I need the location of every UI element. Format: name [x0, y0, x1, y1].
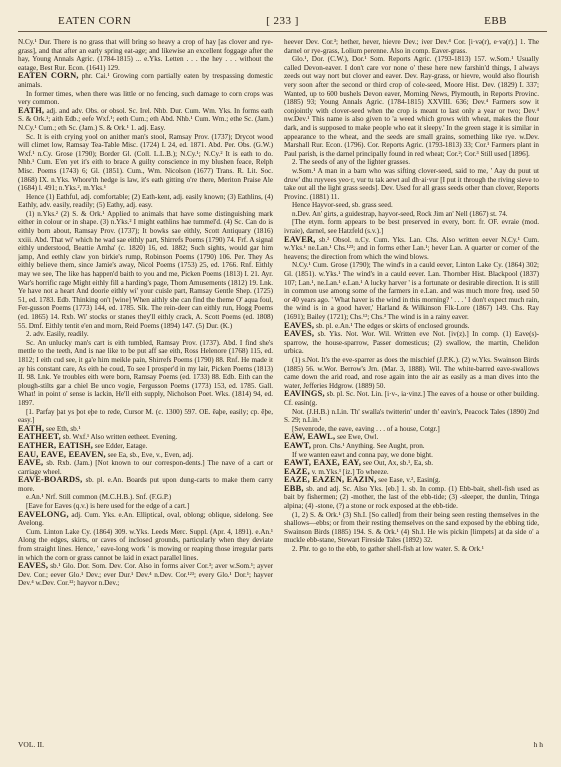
left-column — [18, 38, 273, 738]
headword: EAZE, EAZEN, EAZIN, — [284, 475, 377, 485]
entry-text — [284, 167, 539, 201]
headword: EAVE-BOARDS, — [18, 475, 83, 485]
dictionary-entry — [284, 459, 539, 468]
page-number: [ 233 ] — [266, 15, 299, 27]
entry-body: N.Cy.¹ Cum. Grose (1790); The wind's in a cauld eever, Linton Lake Cy. (1864) 302; Gl. (1851). w.Yks.¹ The wind's in a cauld eever. Lan. Thornber Hist. Blackpool (1837) 107; Lan.¹, ne.Lan.¹ e.Lan.¹ A lucky harver ' is a fortunate or desirable direction. It is still in common use among some of the farmers in e.Lan. and was much more freq. used 50 or 40 years ago. ' What haver is the wind in this morning? ' . . . ' I don't expect much rain, the wind is in a good haver,' Harland & Wilkinson Flk-Lore (1867) 149. Chs. Ray (1691); Bailey (1721); Chs.¹²; Chs.³ The wind is in a rainy eaver. — [284, 261, 539, 321]
entry-body: sb. Rxb. (Jam.) [Not known to our correspon-dents.] The nave of a cart or carriage wheel. — [18, 459, 273, 476]
entry-text — [284, 261, 539, 321]
dictionary-entry — [284, 390, 539, 407]
entry-body: see Edder, Eatage. — [94, 441, 148, 450]
entry-body: sb. Yks. Not. Wor. Wil. Written eve Not. [iv(z).] In comp. (1) Eave(s)-sparrow, the house-sparrow, Passer domesticus; (2) swallow, the martin, Chelidon urbica. — [284, 330, 539, 356]
entry-text — [18, 339, 273, 408]
dictionary-entry — [284, 485, 539, 511]
right-column — [284, 38, 539, 738]
dictionary-entry — [18, 511, 273, 528]
entry-body: [Eave for Eaves (q.v.) is here used for the edge of a cart.] — [26, 502, 190, 511]
entry-body: Sc. An unlucky man's cart is eith tumbled, Ramsay Prov. (1737). Abd. I find she's mettle to the teeth, And is nae like to be put aff sae eith, Ross Helenore (1768) 115, ed. 1812; I eith cud see, it ga'e him meikle pain, Shirrefs Poems (1790) 88. Rnf. He made it ay his constant care, As eith he coud, To see I prosper'd in my lair, Picken Poems (1813) II. 98. Lnk. Ye troubles eith were born, Ramsay Poems (ed. 1733) 88. Edb. Eith can the plough-stilts gar a chiel Be unco vogie, Fergusson Poems (1773) 153, ed. 1785. Gall. What! in point o' sense is lackin, He'll eith supply, Nicholson Poet. Wks. (1814) 94, ed. 1897. — [18, 338, 273, 407]
entry-text — [284, 201, 539, 210]
dictionary-entry — [284, 433, 539, 442]
entry-body: heever Dev. Cor.³; hether, hever, hievre Dev.; iver Dev.⁴ Cor. [i·və(r), e·və(r).] 1. The darnel or rye-grass, Lolium perenne. Also in comp. Eaver-grass. — [284, 38, 539, 55]
entry-body: see Ewe, Owl. — [337, 433, 379, 442]
entry-text — [284, 218, 539, 235]
headword: EBB, — [284, 483, 304, 493]
page-footer — [18, 740, 547, 752]
headword: EAVES, — [284, 329, 315, 339]
entry-text — [18, 408, 273, 425]
entry-body: Hence Hayvor-seed, sb. grass seed. — [292, 201, 393, 210]
headword: EAWT, EAXE, EAY, — [284, 458, 362, 468]
headword: EAVE, — [18, 458, 44, 468]
volume-label: VOL. II. — [18, 740, 45, 749]
headword: EATHER, EATISH, — [18, 440, 94, 450]
entry-text — [284, 545, 539, 554]
dictionary-entry — [18, 107, 273, 133]
entry-body: see Out, Ax, sb.¹, Ea, sb. — [362, 459, 434, 468]
dictionary-entry — [18, 72, 273, 89]
entry-body: sb. pl. e.An.¹ The edges or skirts of enclosed grounds. — [315, 321, 470, 330]
headword: EAVELONG, — [18, 509, 69, 519]
entry-body: Cum. Linton Lake Cy. (1864) 309. w.Yks. Leeds Merc. Suppl. (Apr. 4, 1891). e.An.¹ Along the edges, skirts, or caves of inclosed grounds, particularly when they deviate from straight lines. Hence, ' eave-long work ' is mowing or reaping those irregular parts in which the corn or grass cannot be laid in exact parallel lines. — [18, 527, 273, 562]
signature-mark: h h — [533, 740, 543, 749]
entry-body: sb. Wxf.¹ Also written eetheet. Evening. — [62, 433, 178, 442]
header-right: EBB — [484, 15, 507, 27]
entry-text — [284, 511, 539, 545]
entry-body: (1) n.Yks.² (2) S. & Ork.¹ Applied to animals that have some distinguishing mark either in colour or in shape. (3) n.Yks.² I might eathlins hae tummel'd. (4) Sc. Can do is eithly born about, Ramsay Prov. (1737); It bowks sae eithly, Scott Antiquary (1816) xxiii. Abd. That wi' which he wad sae eithly part, Shirrefs Poems (1790) 74. Frf. A signal eithly understood, Beattie Arnha' (c. 1820) 16, ed. 1882; Such sights, would gar him jamp, And eethly claw yon birkie's rump, Robinson Poems (1790) 106. Per. They As eithly believe them, since Jamie's away, Nicol Poems (1753) 25, ed. 1766. Rnf. Eithly may we see, The like has happen'd baith to you and me, Picken Poems (1813) I. 21. Ayr. War's horrific rage Might eithly fill a harding's page, Thom Amusements (1812) 19. Lnk. Ye have not a heart And doorie eithly wi' your cuisle part, Ramsay Gentle Shep. (1725) 51, ed. 1783. Edb. Thinking on't [wine] When aithly she can find the theme O' aqua foul, Fer-gusson Poems (1773) 144, ed. 1785. Slk. The rein-deer can eithly run, Hogg Poems (ed. 1865) 14. Rxb. Wi' stocks or stanes they'll eithly crack, A. Scott Poems (ed. 1808) 55. Dmf. Eithly tentit e'en and morn, Reid Poems (1894) 147. (5) Dur. (K.) — [18, 209, 273, 330]
dictionary-entry — [18, 459, 273, 476]
entry-body: phr. Cai.¹ Growing corn partially eaten by trespassing domestic animals. — [18, 72, 273, 89]
headword: EAZE, — [284, 466, 310, 476]
entry-body: N.Cy.¹ Dur. There is no grass that will bring so heavy a crop of hay [as clover and rye-grass], and that after an early spring eat-age; and likewise an excellent foggage after the hay, Young Annals Agric. (1784-1815) ... e.Yks. Letten . . . the hey . . . without the eatage, Best Rur. Econ. (1641) 129. — [18, 38, 273, 72]
entry-body: sb. pl. Sc. Not. Lin. [i·v-, ia·vinz.] The eaves of a house or other building. Cf. easin(g. — [284, 390, 539, 407]
headword: EAU, EAVE, EEAVEN, — [18, 449, 106, 459]
dictionary-entry — [284, 476, 539, 485]
headword: EAVES, — [284, 320, 315, 330]
headword: EAVINGS, — [284, 389, 325, 399]
entry-body: see Ea, sb., Eve, v., Even, adj. — [107, 450, 194, 459]
entry-body: [The etym. form appears to be best preserved in every, borr. fr. OF. evraie (mod. ivraie), darnel, see Hatzfeld (s.v.).] — [284, 218, 539, 236]
entry-body: v. m.Yks.¹ [iz.] To wheeze. — [311, 467, 389, 476]
headword: EATHEET, — [18, 432, 61, 442]
entry-text — [18, 493, 273, 502]
entry-body: adj. Cum. Yks. e.An. Elliptical, oval, oblong; oblique, sidelong. See Avelong. — [18, 510, 273, 528]
entry-body: e.An.¹ Nrf. Still common (M.C.H.B.). Snf. (F.G.P.) — [26, 493, 172, 502]
dictionary-entry — [284, 330, 539, 356]
entry-body: sb. and adj. Sc. Also Yks. [eb.] 1. sb. In comp. (1) Ebb-bait, shell-fish used as bait by fishermen; (2) -mother, the last of the ebb-tide; (3) -sleeper, the dunlin, Tringa alpina; (4) -stone, (?) a stone or rock exposed at the ebb-tide. — [284, 484, 539, 511]
entry-body: In former times, when there was little or no fencing, such damage to corn crops was very common. — [18, 89, 273, 107]
entry-body: see Eth, sb.¹ — [46, 424, 81, 433]
entry-text — [18, 38, 273, 72]
entry-body: (1, 2) S. & Ork.¹ (3) Sh.I. [So called] from their being seen resting themselves in the shallows—ebbs; or from their resting themselves on the sand exposed by the ebbing tide, Swainson Birds (1885) 194. S. & Ork.¹ (4) Sh.I. He wis pickin [limpets] at da side o' a muckle ebb-stane, Stewart Fireside Tales (1892) 32. — [284, 510, 539, 545]
entry-text — [18, 330, 273, 339]
dictionary-entry — [18, 562, 273, 588]
entry-body: n.Dev. An' girts, a guidestrap, hayvor-seed, Rock Jim an' Nell (1867) st. 74. — [292, 209, 508, 218]
dictionary-entry — [284, 442, 539, 451]
entry-body: w.Som.¹ A man in a barn who was sifting clover-seed, said to me, ' Aay du puut ut druw' dhu ruyvees yeo·r, vur tu tak aewt aul dh·ai·vur [I put it through the riving sieve to take out all the light grass seeds]. Dev. Used for all grass seeds other than clover, Reports Provinc. (1881) 11. — [284, 166, 539, 201]
headword: EAW, EAWL, — [284, 432, 336, 442]
dictionary-entry — [18, 451, 273, 460]
dictionary-entry — [18, 476, 273, 493]
entry-body: [Sevenrode, the eave, eaving . . . of a house, Cotgr.] — [292, 424, 440, 433]
entry-text — [18, 193, 273, 210]
entry-body: 2. adv. Easily, readily. — [26, 330, 89, 339]
entry-text — [18, 528, 273, 562]
entry-text — [18, 210, 273, 330]
headword: EAVES, — [18, 561, 49, 571]
entry-body: [1. Parfay þat ys þot eþe to rede, Cursor M. (c. 1300) 597. OE. ēaþe, easily; cp. ēþe, easy.] — [18, 407, 273, 425]
headword: EATH, — [18, 423, 45, 433]
entry-body: adj. and adv. Obs. or obsol. Sc. Irel. Nhb. Dur. Cum. Wm. Yks. In forms eath S. & Ork.¹; aith Edb.; eefe Wxf.¹; eeth Cum.; eth Abd. Nhb.¹ Cum. Wm.; ethe Sc. (Jam.) N.Cy.¹ Cum.; eth Sc. (Jam.) S. & Ork.¹ 1. adj. Easy. — [18, 106, 273, 132]
entry-body: Sc. It is eith crying yool on anither man's stool, Ramsay Prov. (1737); Drycot wood will climet low, Ramsay Tea-Table Misc. (1724) I. 24, ed. 1871. Abd. Per. Obs. (G.W.) Wxf.¹ n.Cy. Grose (1790); Border Gl. (Coll. L.L.B.); N.Cy.¹; N.Cy.² It is eath to do. Nhb.¹ Cum. E'en yet it's eith to brace A guilty conscience in my blushen feace, Relph Misc. Poems (1743) 6; Gl. (1851). Cum., Wm. Nicolson (1677) Trans. R. Lit. Soc. (1868) IX. n.Yks. Whore'th hedge is law, it's eath gitting o're there, Meriton Praise Ale (1684) l. 491; n.Yks.², m.Yks.¹ — [18, 132, 273, 193]
entry-body: sb.² Obsol. n.Cy. Cum. Yks. Lan. Chs. Also written eever N.Cy.¹ Cum. w.Yks.¹ ne.Lan.¹ Chs.¹²³; and in forms ether Lan.¹; hever Lan. A quarter or corner of the heavens; the direction from which the wind blows. — [284, 235, 539, 261]
running-header — [18, 15, 547, 32]
entry-body: pron. Chs.¹ Anything. See Aught, pron. — [312, 441, 425, 450]
headword: EATH, — [18, 105, 45, 115]
header-left: EATEN CORN — [58, 15, 132, 27]
entry-body: sb. pl. e.An. Boards put upon dung-carts to make them carry more. — [18, 476, 273, 493]
headword: EATEN CORN, — [18, 71, 79, 81]
entry-body: 2. The seeds of any of the lighter grasses. — [292, 158, 411, 167]
entry-body: sb.¹ Glo. Dor. Som. Dev. Cor. Also in forms aiver Cor.³; aver w.Som.¹; ayver Dev. Cor.; eever Glo.¹ Dev.; ever Dur.¹ Dev.⁴ n.Dev. Cor.¹²³; every Glo.¹ Dor.¹; hayver Dev.⁴ w.Dev. Cor.¹²; hayvor n.Dev.; — [18, 562, 273, 588]
entry-body: Hence (1) Eathful, adj. comfortable; (2) Eath-kent, adj. easily known; (3) Eathlins, (4) Eathly, adv. easily, readily; (5) Eathy, adj. easy. — [18, 192, 273, 210]
entry-body: Not. (J.H.B.) n.Lin. Th' swalla's twitterin' under th' eavin's, Peacock Tales (1890) 2nd S. 29; n.Lin.¹ — [284, 407, 539, 425]
entry-text — [284, 158, 539, 167]
entry-text — [18, 90, 273, 107]
entry-body: see Ease, v.², Easin(g. — [378, 476, 441, 485]
entry-text — [284, 356, 539, 390]
entry-body: 2. Phr. to go to the ebb, to gather shell-fish at low water. S. & Ork.¹ — [292, 545, 484, 554]
entry-body: If we wanten eawt and conna pay, we done bight. — [292, 450, 433, 459]
entry-text — [284, 408, 539, 425]
entry-text — [18, 133, 273, 193]
entry-body: (1) s.Not. It's the eve-sparrer as does the mischief (J.P.K.). (2) w.Yks. Swainson Birds (1885) 56. w.Wor. Berrow's Jrn. (Mar. 3, 1888). Wil. The white-barred eave-swallows came down the arid road, and rose again into the air as easily as a man dives into the water, Jefferies Hdgrow. (1889) 50. — [284, 355, 539, 390]
entry-text — [284, 210, 539, 219]
entry-text — [284, 38, 539, 55]
entry-text — [284, 55, 539, 158]
headword: EAWT, — [284, 440, 312, 450]
entry-body: Glo.¹, Dor. (C.W.), Dor.¹ Som. Reports Agric. (1793-1813) 157. w.Som.¹ Usually called Devon-eaver. I don't care vor none o' these here new farshin'd things, I always zeeds out way nort but clover and eaver. Dev. Ray-grass, or hievre, would also flourish very soon after the second or third crop of cole-seed, Moore Hist. Dev. (1829) I. 337; Wanted, up to 600 bushels Devon eaver, Morning News, Plymouth, in Reports Provinc. (1885) 93; Young Annals Agric. (1784-1815) XXVIII. 636; Dev.⁴ Farmers sow it conjointly with clover-seed when the crop is meant to last only a year or two; Dev.⁴ nw.Dev.¹ This name is also given to 'a weed which grows with wheat, makes the flour dark, and is supposed to make people who eat it sleepy.' In the green stage it is similar in appearance to the wheat, and the seeds are small grains, something like rye. w.Dev. Marshall Rur. Econ. (1796). Cor. Reports Agric. (1793-1813) 33; Cor.¹ Farmers plant in Paul parish, is the darnel principally found in red wheat; Cor.²; Cor.³ Still used [1896]. — [284, 55, 539, 158]
dictionary-entry — [284, 236, 539, 262]
headword: EAVER, — [284, 234, 316, 244]
dictionary-entry — [284, 322, 539, 331]
